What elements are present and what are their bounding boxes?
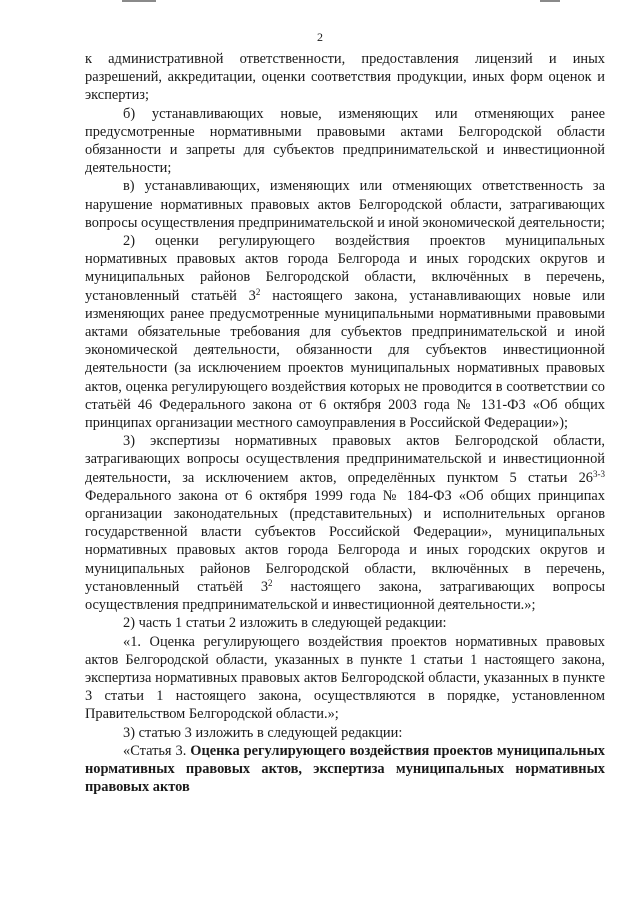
page-number: 2 xyxy=(317,30,323,44)
article-heading xyxy=(85,742,605,797)
article-heading-title: Оценка регулирующего воздействия проектов муниципальных нормативных правовых актов, экспертиза муниципальных нормативных правовых актов xyxy=(85,742,606,796)
document-body xyxy=(85,50,605,796)
scan-edge-mark-left xyxy=(122,0,156,2)
paragraph-5-text-b: Федерального закона от 6 октября 1999 года № 184-ФЗ «Об общих принципах организации законодательных (представительных) и исполнительных органов государственной власти субъектов Российской Федерации», муниципальных нормативных правовых актов города Белгорода и иных городских округов и муниципальных районов Белгородской области, включённых в перечень, установленный статьёй 3 xyxy=(85,487,605,595)
paragraph-4 xyxy=(85,232,605,432)
paragraph-4-text-b: настоящего закона, устанавливающих новые или изменяющих ранее предусмотренные муниципальными нормативными правовыми актами обязательные требования для субъектов предпринимательской и иной экономической деятельности, обязанности для субъектов инвестиционной деятельности (за исключением проектов муниципальных нормативных правовых актов, оценка регулирующего воздействия которых не проводится в соответствии со статьёй 46 Федерального закона от 6 октября 2003 года № 131-ФЗ «Об общих принципах организации местного самоуправления в Российской Федерации»); xyxy=(85,287,605,432)
paragraph-3: в) устанавливающих, изменяющих или отменяющих ответственность за нарушение нормативных правовых актов Белгородской области, затрагивающих вопросы осуществления предпринимательской и иной экономической деятельности; xyxy=(85,178,606,231)
paragraph-5-text-c: настоящего закона, затрагивающих вопросы осуществления предпринимательской и инвестиционной деятельности.»; xyxy=(85,578,605,614)
paragraph-7: «1. Оценка регулирующего воздействия проектов нормативных правовых актов Белгородской области, указанных в пункте 1 статьи 1 настоящего закона, экспертиза нормативных правовых актов Белгородской области, указанных в пункте 3 статьи 1 настоящего закона, осуществляются в порядке, установленном Правительством Белгородской области.»; xyxy=(85,633,605,723)
paragraph-5-text-a: 3) экспертизы нормативных правовых актов Белгородской области, затрагивающих вопросы осуществления предпринимательской и инвестиционной деятельности, за исключением актов, определённых пунктом 5 статьи 26 xyxy=(85,433,605,486)
paragraph-2: б) устанавливающих новые, изменяющих или отменяющих ранее предусмотренные нормативными правовыми актами Белгородской области обязанности и запреты для субъектов предпринимательской и инвестиционной деятельности; xyxy=(85,105,605,177)
paragraph-5 xyxy=(85,432,605,614)
superscript: 3-3 xyxy=(593,468,605,479)
scan-edge-mark-right xyxy=(540,0,560,2)
article-heading-prefix: «Статья 3. xyxy=(123,742,191,759)
superscript: 2 xyxy=(255,286,261,297)
paragraph-4-text-a: 2) оценки регулирующего воздействия проектов муниципальных нормативных правовых актов города Белгорода и иных городских округов и муниципальных районов Белгородской области, включённых в перечень, установленный статьёй 3 xyxy=(85,233,605,304)
paragraph-8: 3) статью 3 изложить в следующей редакции: xyxy=(123,724,403,741)
paragraph-1: к административной ответственности, предоставления лицензий и иных разрешений, аккредитации, оценки соответствия продукции, иных форм оценок и экспертиз; xyxy=(85,51,605,104)
superscript: 2 xyxy=(268,577,273,588)
paragraph-6: 2) часть 1 статьи 2 изложить в следующей редакции: xyxy=(123,615,447,632)
